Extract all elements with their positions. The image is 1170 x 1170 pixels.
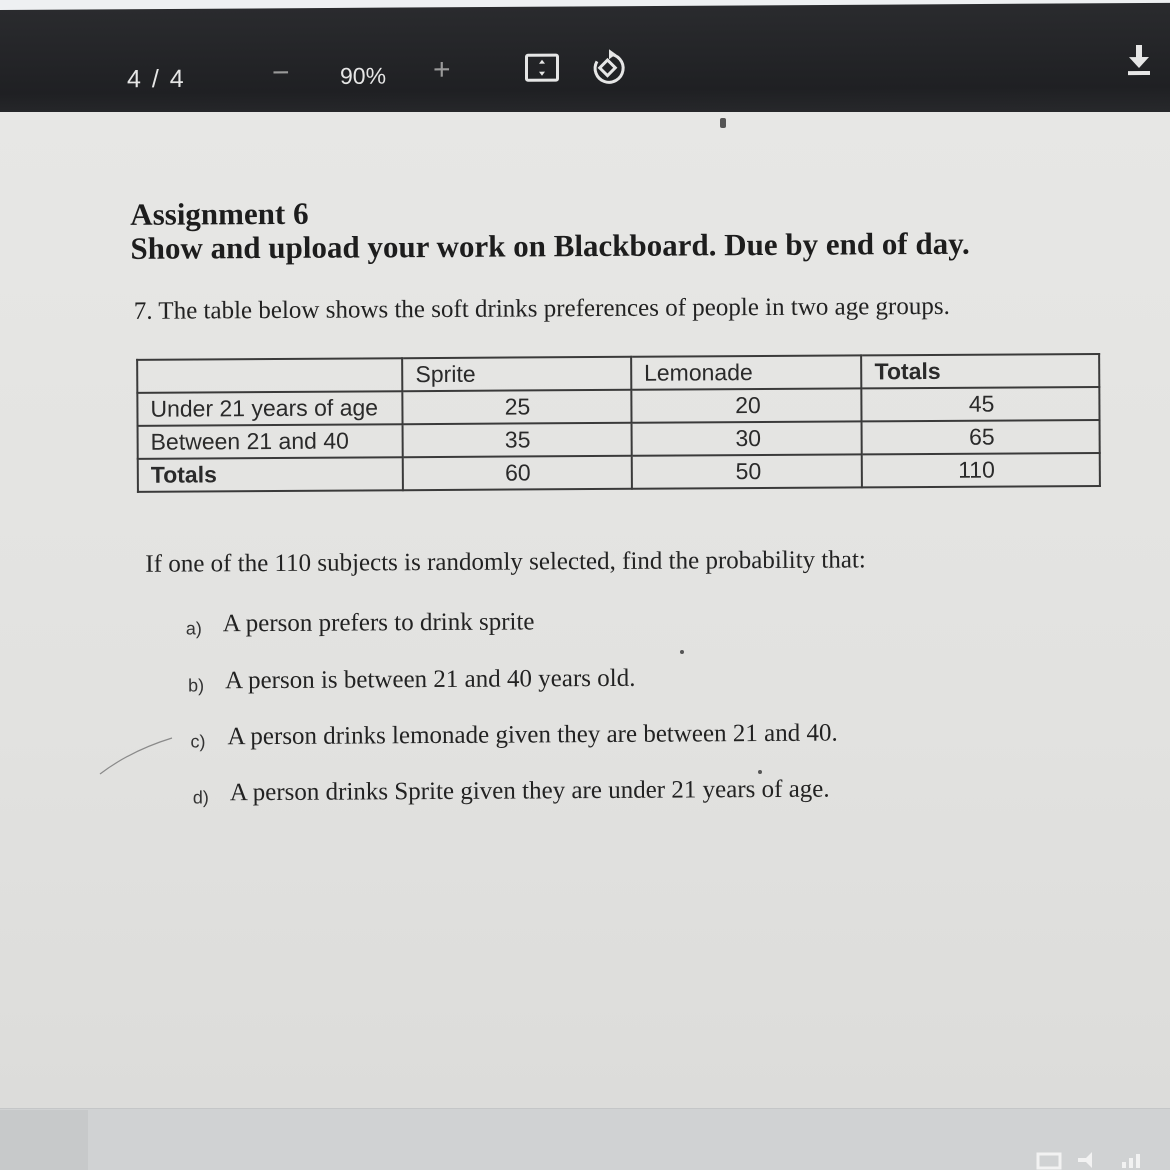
assignment-title: Assignment 6 — [130, 195, 309, 232]
table-header-cell: Lemonade — [631, 355, 862, 389]
pencil-mark — [96, 728, 176, 783]
zoom-level[interactable]: 90% — [340, 62, 387, 89]
part-text: A person drinks lemonade given they are between 21 and 40. — [227, 719, 838, 751]
part-letter: c) — [190, 731, 206, 752]
table-cell: 50 — [632, 454, 863, 488]
probability-prompt: If one of the 110 subjects is randomly selected, find the probability that: — [145, 546, 866, 578]
table-cell: 25 — [403, 390, 632, 424]
table-cell: Under 21 years of age — [137, 391, 402, 426]
part-letter: a) — [185, 618, 202, 639]
part-text: A person is between 21 and 40 years old. — [225, 664, 636, 695]
table-cell: 110 — [862, 453, 1100, 487]
table-cell: 30 — [631, 421, 862, 455]
table-cell: 60 — [403, 456, 632, 490]
part-text: A person drinks Sprite given they are under 21 years of age. — [229, 775, 830, 807]
question-text: 7. The table below shows the soft drinks preferences of people in two age groups. — [133, 292, 950, 325]
assignment-instructions: Show and upload your work on Blackboard. Due by end of day. — [130, 225, 970, 266]
speck — [758, 770, 762, 774]
preferences-table — [136, 353, 1101, 493]
table-header-cell — [137, 358, 402, 393]
table-cell: 45 — [862, 387, 1100, 421]
speck — [720, 118, 726, 128]
table-cell: Between 21 and 40 — [138, 424, 403, 459]
speck — [680, 650, 684, 654]
zoom-in-button[interactable]: + — [433, 53, 451, 87]
zoom-out-button[interactable]: − — [272, 56, 290, 90]
part-letter: b) — [188, 675, 205, 696]
part-text: A person prefers to drink sprite — [222, 608, 535, 638]
table-cell: 65 — [862, 420, 1100, 454]
table-header-cell: Sprite — [402, 357, 631, 391]
table-header-cell: Totals — [861, 354, 1099, 388]
table-cell: 20 — [631, 388, 862, 422]
taskbar — [0, 1108, 1170, 1170]
taskbar-left-item — [0, 1110, 88, 1170]
table-cell: 35 — [403, 423, 632, 457]
page-indicator: 4 / 4 — [127, 64, 186, 94]
part-letter: d) — [192, 787, 209, 808]
table-cell: Totals — [138, 457, 403, 492]
table-row — [138, 453, 1100, 492]
system-tray-icons — [1030, 1146, 1160, 1170]
